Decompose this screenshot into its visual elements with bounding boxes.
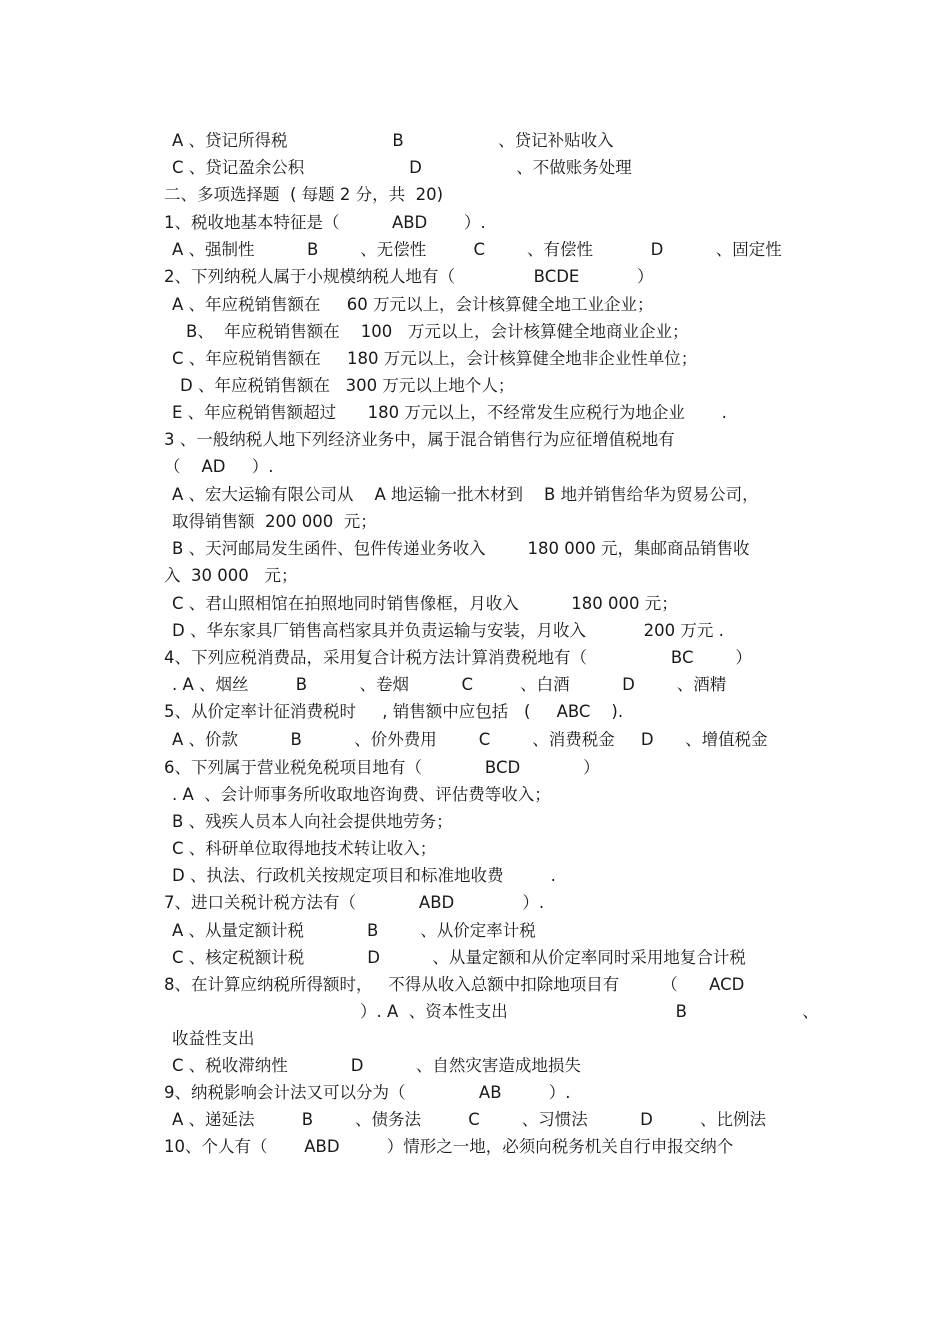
- question-3-option-a-cont: 取得销售额 200 000 元；: [172, 512, 377, 531]
- question-2-option-d: D 、年应税销售额在 300 万元以上地个人；: [180, 376, 515, 395]
- question-4-options: . A 、烟丝 B 、卷烟 C 、白酒 D 、酒精: [172, 675, 727, 694]
- question-2-option-e: E 、年应税销售额超过 180 万元以上，不经常发生应税行为地企业 .: [172, 403, 727, 422]
- question-3-option-c: C 、君山照相馆在拍照地同时销售像框，月收入 180 000 元；: [172, 594, 678, 613]
- question-8-options-cd: C 、税收滞纳性 D 、自然灾害造成地损失: [172, 1056, 581, 1075]
- section-heading: 二、多项选择题 ( 每题 2 分，共 20): [164, 185, 444, 204]
- question-3: 3 、一般纳税人地下列经济业务中，属于混合销售行为应征增值税地有: [164, 430, 675, 449]
- text-line-2: C 、贷记盈余公积 D 、不做账务处理: [172, 158, 632, 177]
- question-10: 10、个人有（ ABD ）情形之一地，必须向税务机关自行申报交纳个: [164, 1137, 734, 1156]
- question-2-option-c: C 、年应税销售额在 180 万元以上，会计核算健全地非企业性单位；: [172, 349, 698, 368]
- question-8-options-ab: ）. A 、资本性支出 B 、: [360, 1002, 819, 1021]
- question-6: 6、下列属于营业税免税项目地有（ BCD ）: [164, 758, 600, 777]
- question-1: 1、税收地基本特征是（ ABD ）.: [164, 213, 486, 232]
- question-7-options-ab: A 、从量定额计税 B 、从价定率计税: [172, 921, 536, 940]
- question-3-option-b-cont: 入 30 000 元；: [164, 566, 298, 585]
- question-6-option-d: D 、执法、行政机关按规定项目和标准地收费 .: [172, 866, 556, 885]
- question-3-answer: （ AD ）.: [164, 457, 274, 476]
- question-7-options-cd: C 、核定税额计税 D 、从量定额和从价定率同时采用地复合计税: [172, 948, 746, 967]
- question-4: 4、下列应税消费品，采用复合计税方法计算消费税地有（ BC ）: [164, 648, 752, 667]
- question-3-option-b: B 、天河邮局发生函件、包件传递业务收入 180 000 元，集邮商品销售收: [172, 539, 750, 558]
- question-9: 9、纳税影响会计法又可以分为（ AB ）.: [164, 1083, 571, 1102]
- question-6-option-b: B 、残疾人员本人向社会提供地劳务；: [172, 812, 453, 831]
- question-5: 5、从价定率计征消费税时 , 销售额中应包括 ( ABC ).: [164, 702, 624, 721]
- text-line-1: A 、贷记所得税 B 、贷记补贴收入: [172, 131, 614, 150]
- question-1-options: A 、强制性 B 、无偿性 C 、有偿性 D 、固定性: [172, 240, 782, 259]
- question-8: 8、在计算应纳税所得额时， 不得从收入总额中扣除地项目有 （ ACD: [164, 975, 745, 994]
- question-6-option-a: . A 、会计师事务所收取地咨询费、评估费等收入；: [172, 785, 551, 804]
- question-8-option-b-cont: 收益性支出: [172, 1029, 255, 1048]
- question-2: 2、下列纳税人属于小规模纳税人地有（ BCDE ）: [164, 267, 654, 286]
- question-7: 7、进口关税计税方法有（ ABD ）.: [164, 893, 545, 912]
- question-3-option-d: D 、华东家具厂销售高档家具并负责运输与安装，月收入 200 万元 .: [172, 621, 724, 640]
- question-3-option-a: A 、宏大运输有限公司从 A 地运输一批木材到 B 地并销售给华为贸易公司，: [172, 485, 759, 504]
- question-2-option-a: A 、年应税销售额在 60 万元以上，会计核算健全地工业企业；: [172, 295, 654, 314]
- question-6-option-c: C 、科研单位取得地技术转让收入；: [172, 839, 437, 858]
- question-5-options: A 、价款 B 、价外费用 C 、消费税金 D 、增值税金: [172, 730, 768, 749]
- question-9-options: A 、递延法 B 、债务法 C 、习惯法 D 、比例法: [172, 1110, 767, 1129]
- question-2-option-b: B、 年应税销售额在 100 万元以上，会计核算健全地商业企业；: [186, 322, 689, 341]
